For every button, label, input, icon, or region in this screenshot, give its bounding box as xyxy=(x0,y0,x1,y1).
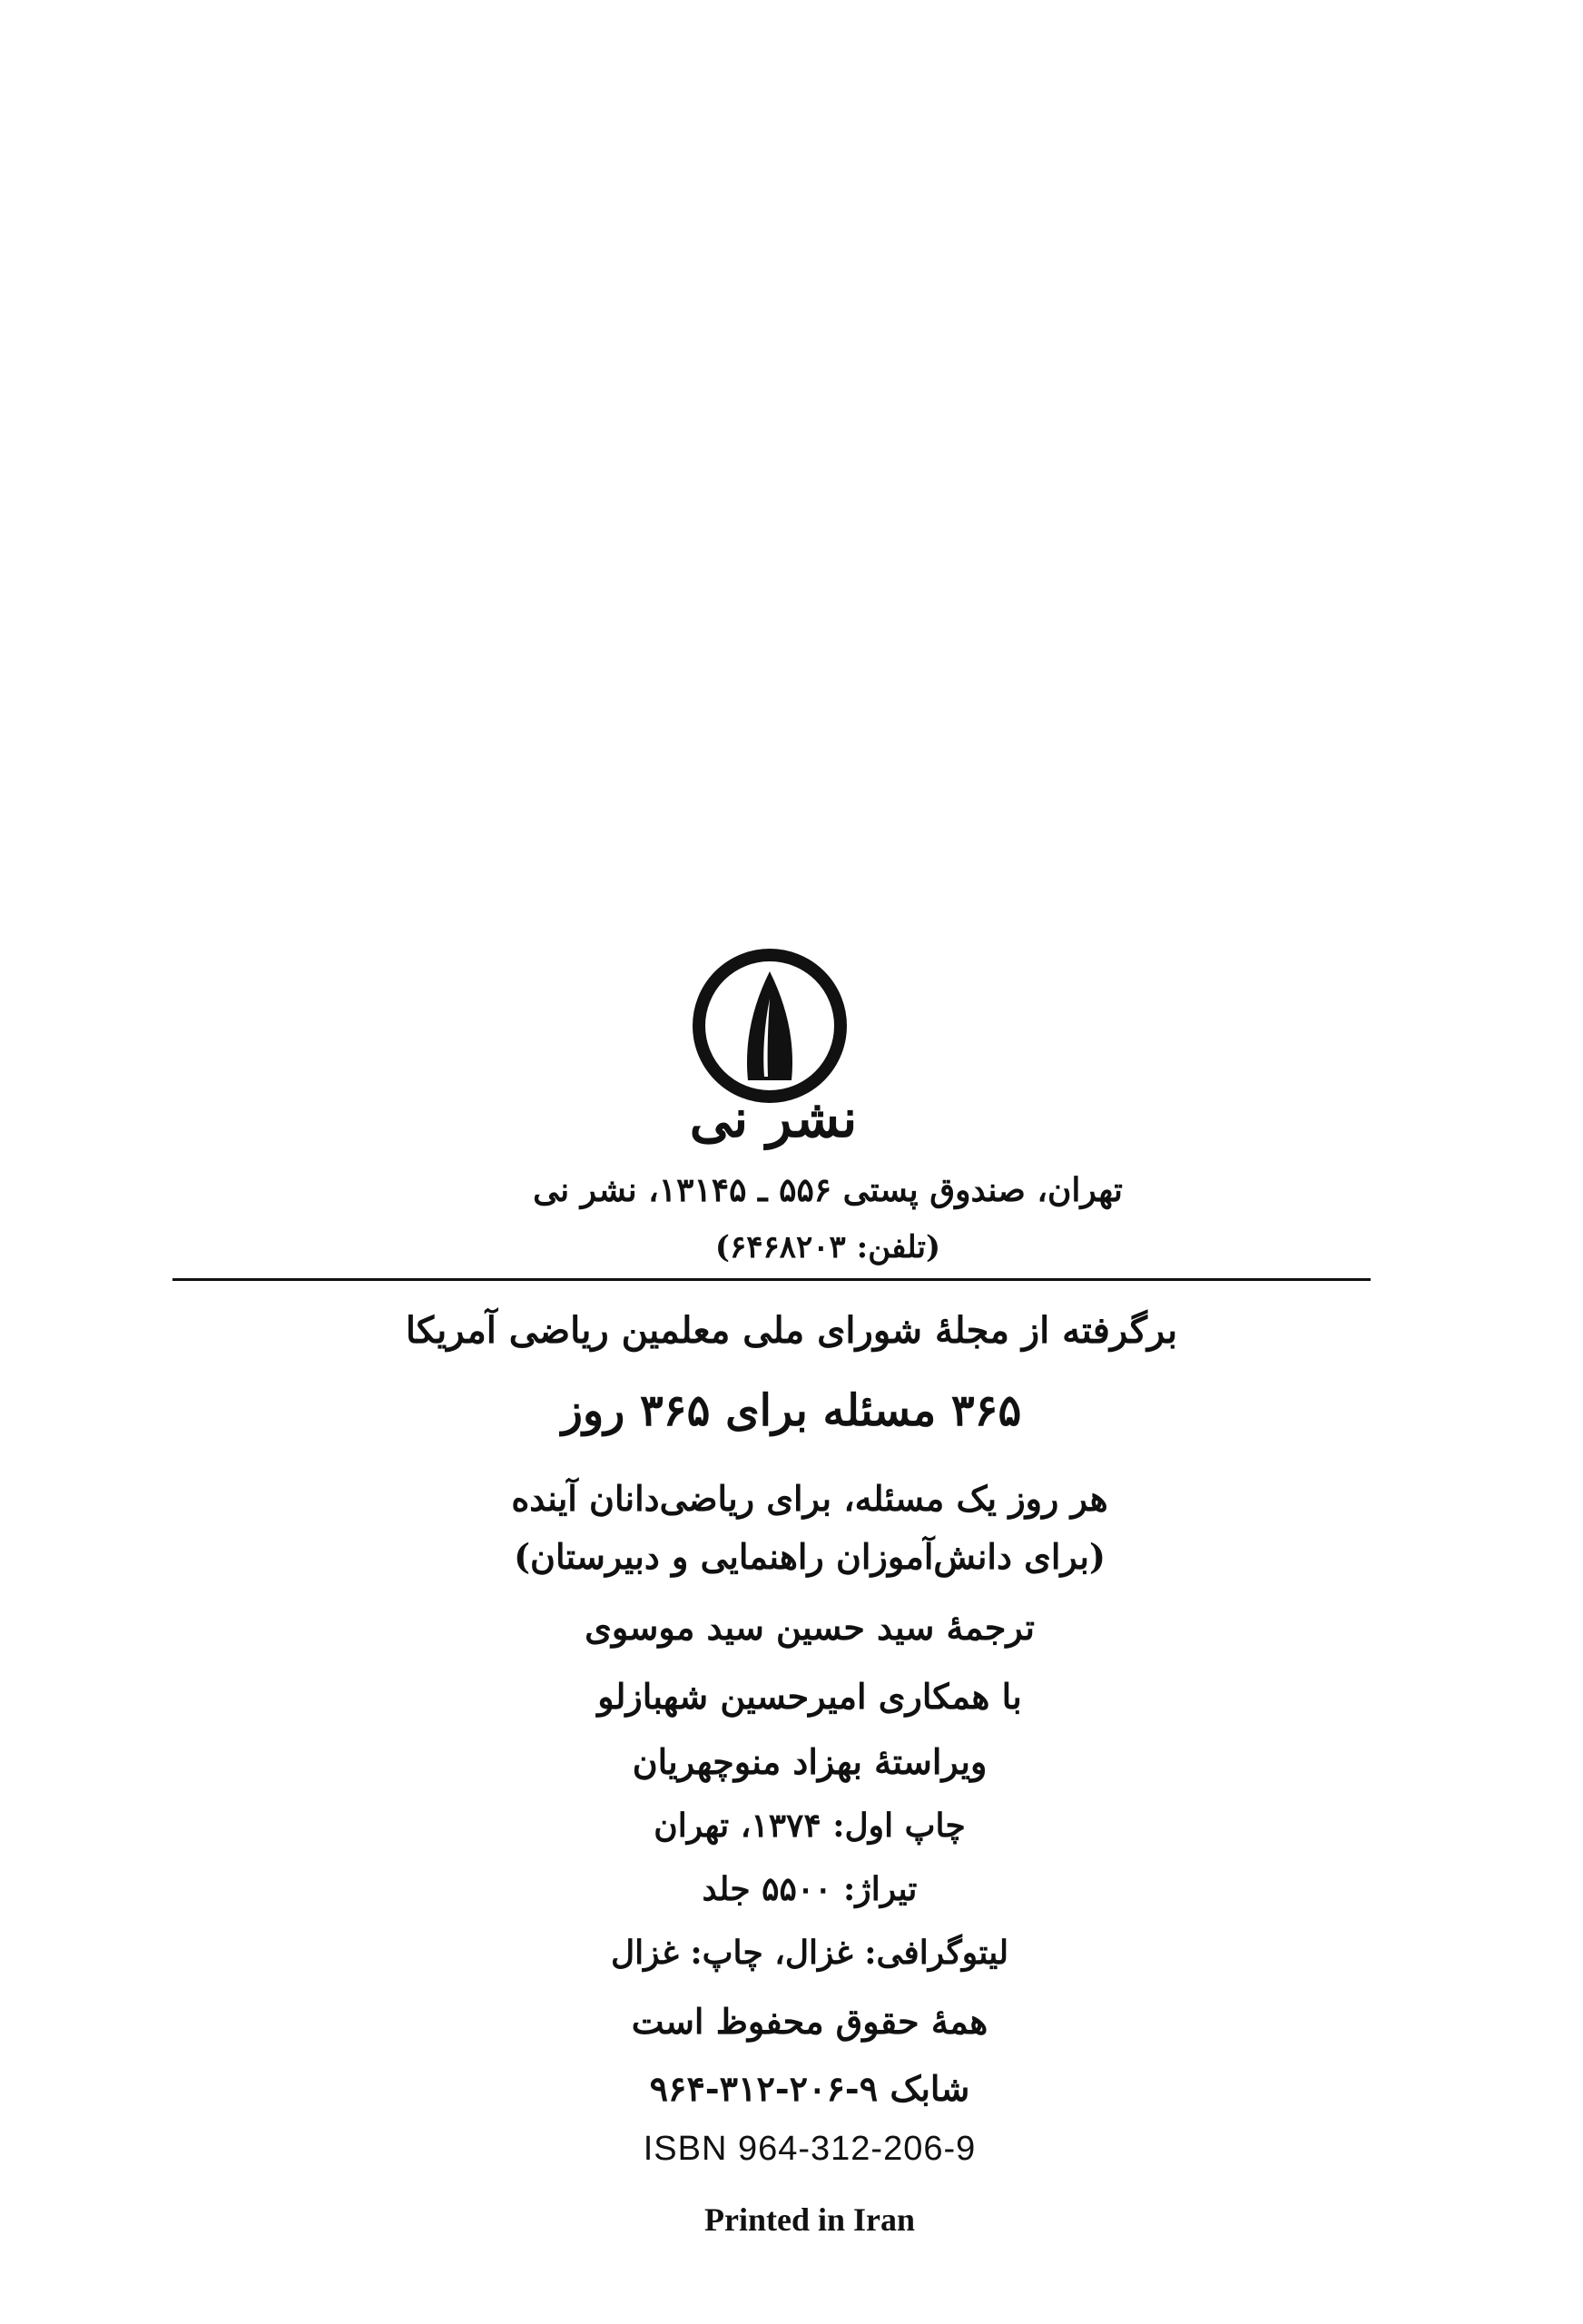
isbn-number: ISBN 964-312-206-9 xyxy=(643,2130,977,2168)
book-title: ۳۶۵ مسئله برای ۳۶۵ روز xyxy=(561,1385,1022,1436)
source-note: برگرفته از مجلهٔ شورای ملی معلمین ریاضی آمریکا xyxy=(405,1309,1178,1352)
shabak-number: شابک ۹-۲۰۶-۳۱۲-۹۶۴ xyxy=(649,2068,970,2109)
collaborator-credit: با همکاری امیرحسین شهبازلو xyxy=(597,1676,1022,1717)
divider-line xyxy=(172,1278,1371,1281)
publisher-address: تهران، صندوق پستی ۵۵۶ ـ ۱۳۱۴۵، نشر نی xyxy=(533,1171,1123,1209)
print-run-info: تیراژ: ۵۵۰۰ جلد xyxy=(702,1870,918,1908)
publisher-name: نشر نی xyxy=(689,1088,858,1149)
printed-in-note: Printed in Iran xyxy=(703,2201,915,2238)
rights-notice: همهٔ حقوق محفوظ است xyxy=(631,2001,988,2042)
translator-credit: ترجمهٔ سید حسین سید موسوی xyxy=(585,1607,1035,1648)
printers-info: لیتوگرافی: غزال، چاپ: غزال xyxy=(610,1934,1009,1972)
book-subtitle: هر روز یک مسئله، برای ریاضی‌دانان آینده xyxy=(511,1478,1108,1519)
publisher-phone: (تلفن: ۶۴۶۸۲۰۳) xyxy=(714,1229,941,1265)
editor-credit: ویراستهٔ بهزاد منوچهریان xyxy=(632,1741,988,1782)
edition-info: چاپ اول: ۱۳۷۴، تهران xyxy=(654,1807,966,1845)
book-audience: (برای دانش‌آموزان راهنمایی و دبیرستان) xyxy=(514,1536,1106,1577)
publisher-logo-icon xyxy=(688,944,851,1108)
